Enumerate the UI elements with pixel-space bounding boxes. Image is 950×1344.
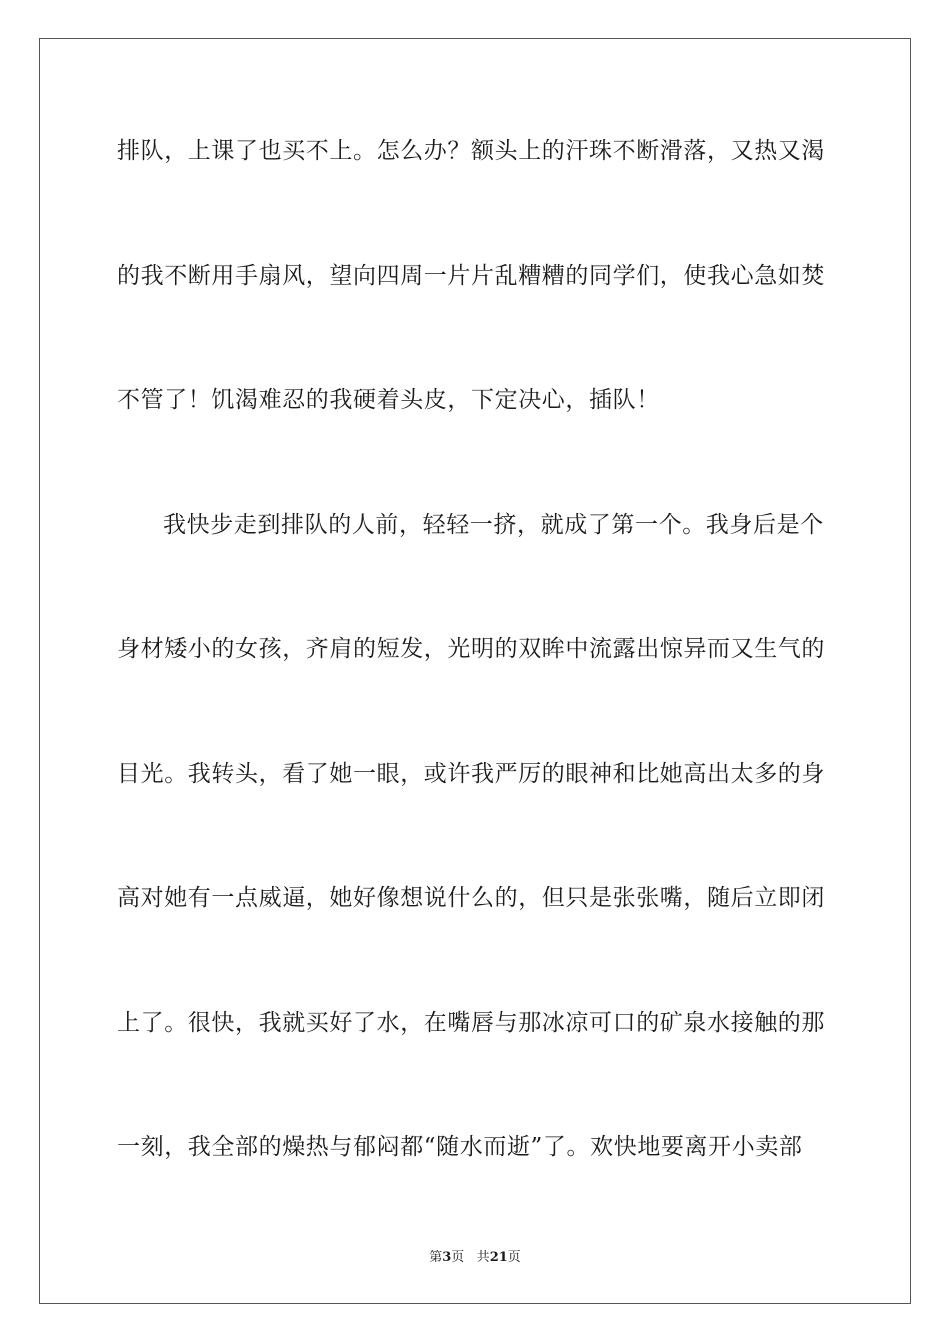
text-line-5: 身材矮小的女孩，齐肩的短发，光明的双眸中流露出惊异而又生气的 [117,636,825,662]
text-line-7: 高对她有一点威逼，她好像想说什么的，但只是张张嘴，随后立即闭 [117,885,825,911]
page-suffix: 页 [451,1250,465,1265]
text-line-6: 目光。我转头，看了她一眼，或许我严厉的眼神和比她高出太多的身 [117,761,825,787]
page-prefix: 第 [429,1250,443,1265]
text-line-2: 的我不断用手扇风，望向四周一片片乱糟糟的同学们，使我心急如焚 [117,263,825,289]
text-line-9: 一刻，我全部的燥热与郁闷都“随水而逝”了。欢快地要离开小卖部 [117,1134,803,1160]
page-border [39,38,911,1304]
text-line-3: 不管了！饥渴难忍的我硬着头皮，下定决心，插队！ [117,387,660,413]
page-footer [0,1250,950,1266]
total-suffix: 页 [507,1250,521,1265]
text-line-4-paragraph-start: 我快步走到排队的人前，轻轻一挤，就成了第一个。我身后是个 [163,512,824,538]
text-line-1: 排队，上课了也买不上。怎么办？额头上的汗珠不断滑落，又热又渴 [117,138,825,164]
page-total-number: 21 [489,1250,508,1265]
total-prefix: 共 [476,1250,490,1265]
text-line-8: 上了。很快，我就买好了水，在嘴唇与那冰凉可口的矿泉水接触的那 [117,1010,825,1036]
page-current-number: 3 [442,1250,452,1265]
